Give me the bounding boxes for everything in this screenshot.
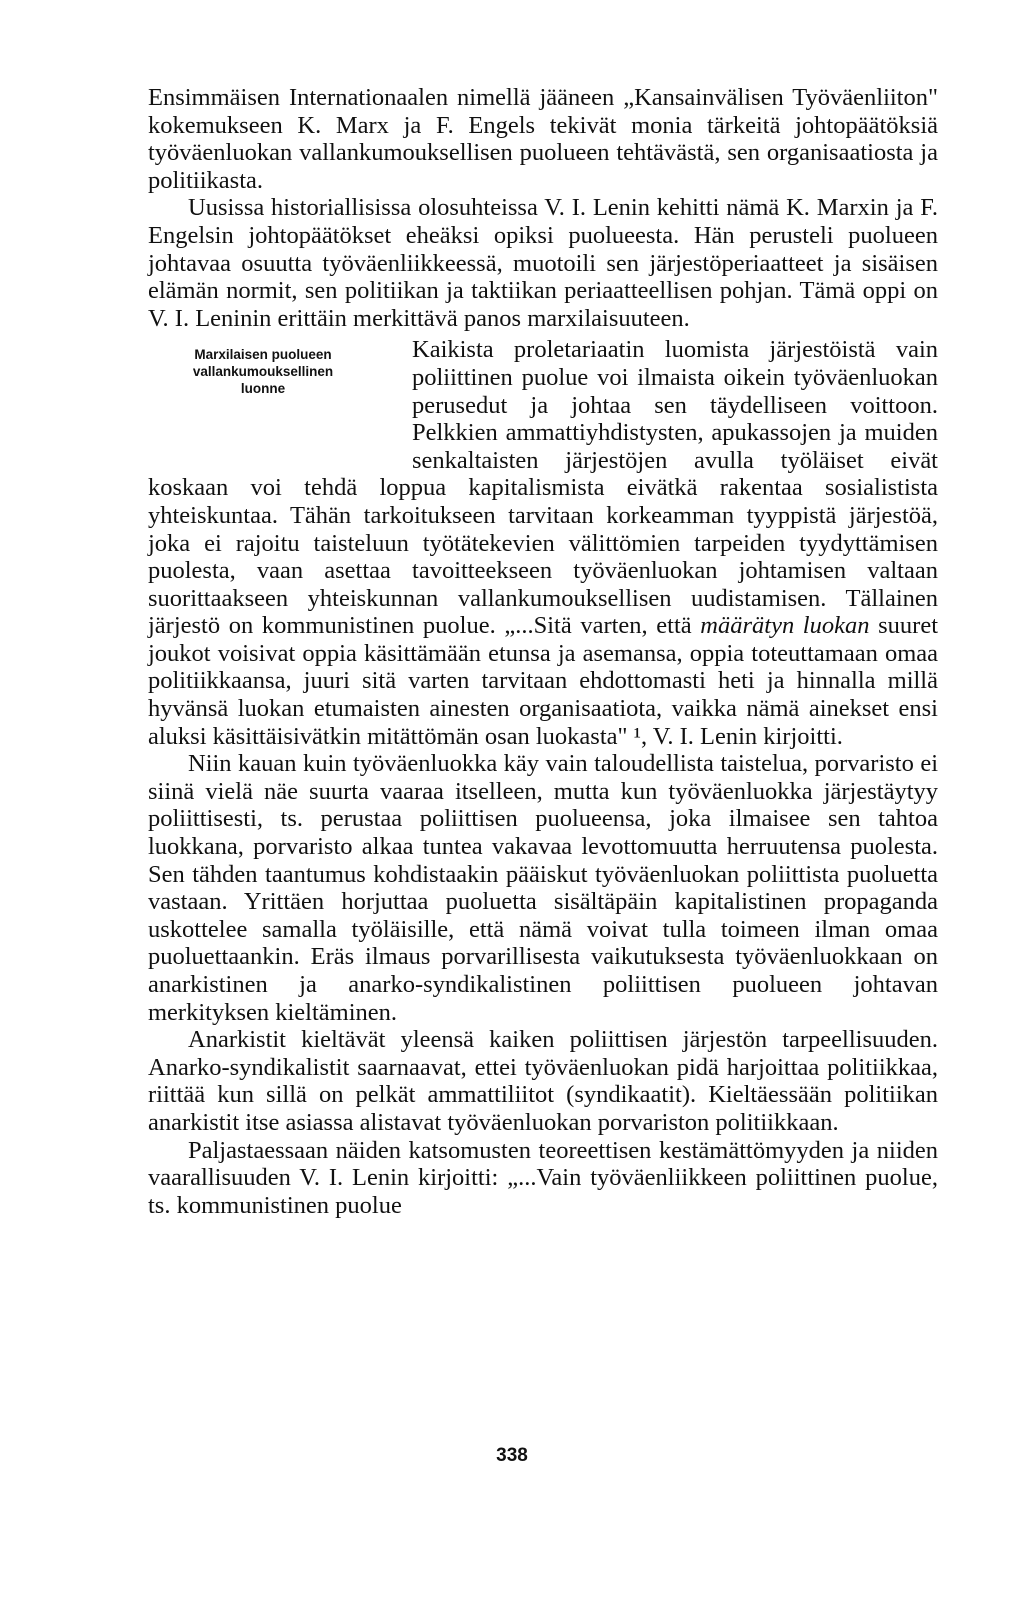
margin-note-line: luonne [240, 381, 286, 397]
margin-note-box [148, 340, 404, 450]
paragraph-party-role-text-end: suuret joukot voisivat oppia käsittämään etunsa ja asemansa, oppia toteuttamaan omaa politiikkaansa, juuri sitä varten tarvitaan ehdottomasti heti ja hinnalla millä hyvänsä luokan etumaisten ainesten organisaatiota, vaikka nämä ainekset ensi aluksi käsittäisivätkin mitättömän osan luokasta" ¹, V. I. Lenin kirjoitti. [148, 612, 938, 750]
margin-note [148, 346, 378, 397]
paragraph-anarchists: Anarkistit kieltävät yleensä kaiken poliittisen järjestön tarpeellisuuden. Anarko-syndikalistit saarnaavat, ettei työväenluokan pidä harjoittaa politiikkaa, riittää kun sillä on pelkät ammattiliitot (syndikaatit). Kieltäessään politiikan anarkistit itse asiassa alistavat työväenluokan porvariston politiikkaan. [148, 1026, 938, 1136]
margin-note-line: vallankumouksellinen [192, 364, 334, 380]
paragraph-party-role-text: Kaikista proletariaatin luomista järjestöistä vain poliittinen puolue voi ilmaista oikein työväenluokan perusedut ja johtaa sen täydelliseen voittoon. Pelkkien ammattiyhdistysten, apukassojen ja muiden senkaltaisten järjestöjen avulla työläiset eivät koskaan voi tehdä loppua kapitalismista eivätkä rakentaa sosialistista yhteiskuntaa. Tähän tarkoitukseen tarvitaan korkeamman tyyppistä järjestöä, joka ei rajoitu taisteluun työtätekevien välittömien tarpeiden tyydyttämisen puolesta, vaan asettaa tavoitteekseen työväenluokan johtamisen valtaan suorittaakseen yhteiskunnan vallankumouksellisen uudistamisen. Tällainen järjestö on kommunistinen puolue. „...Sitä varten, että [148, 336, 938, 640]
margin-note-line: Marxilaisen puolueen [194, 347, 332, 363]
page-number: 338 [496, 1445, 528, 1466]
paragraph-bourgeoisie: Niin kauan kuin työväenluokka käy vain taloudellista taistelua, porvaristo ei siinä vielä näe suurta vaaraa itselleen, mutta kun työväenluokka järjestäytyy poliittisesti, ts. perustaa poliittisen puolueensa, joka ilmaisee sen tahtoa luokkana, porvaristo alkaa tuntea vakavaa levottomuutta herruutensa puolesta. Sen tähden taantumus kohdistaakin pääiskut työväenluokan poliittista puoluetta vastaan. Yrittäen horjuttaa puoluetta sisältäpäin kapitalistinen propaganda uskottelee samalla työläisille, että nämä voivat tulla toimeen ilman omaa puoluettaankin. Eräs ilmaus porvarillisesta vaikutuksesta työväenluokkaan on anarkistinen ja anarko-syndikalistinen poliittisen puolueen johtavan merkityksen kieltäminen. [148, 750, 938, 1026]
paragraph-lenin-quote: Paljastaessaan näiden katsomusten teoreettisen kestämättömyyden ja niiden vaarallisuuden V. I. Lenin kirjoitti: „...Vain työväenliikkeen poliittinen puolue, ts. kommunistinen puolue [148, 1136, 938, 1219]
paragraph-lenin-theory: Uusissa historiallisissa olosuhteissa V. I. Lenin kehitti nämä K. Marxin ja F. Engelsin johtopäätökset eheäksi opiksi puolueesta. Hän perusteli puolueen johtavaa osuutta työväenliikkeessä, muotoili sen järjestöperiaatteet ja sisäisen elämän normit, sen politiikan ja taktiikan periaatteellisen pohjan. Tämä oppi on V. I. Leninin erittäin merkittävä panos marxilaisuuteen. [148, 194, 938, 332]
emphasis-text: määrätyn luokan [700, 612, 870, 640]
paragraph-intro: Ensimmäisen Internationaalen nimellä jääneen „Kansainvälisen Työväenliiton" kokemukseen K. Marx ja F. Engels tekivät monia tärkeitä johtopäätöksiä työväenluokan vallankumouksellisen puolueen tehtävästä, sen organisaatiosta ja politiikasta. [148, 84, 938, 194]
page-body [148, 84, 938, 1219]
paragraph-party-role [148, 336, 938, 750]
